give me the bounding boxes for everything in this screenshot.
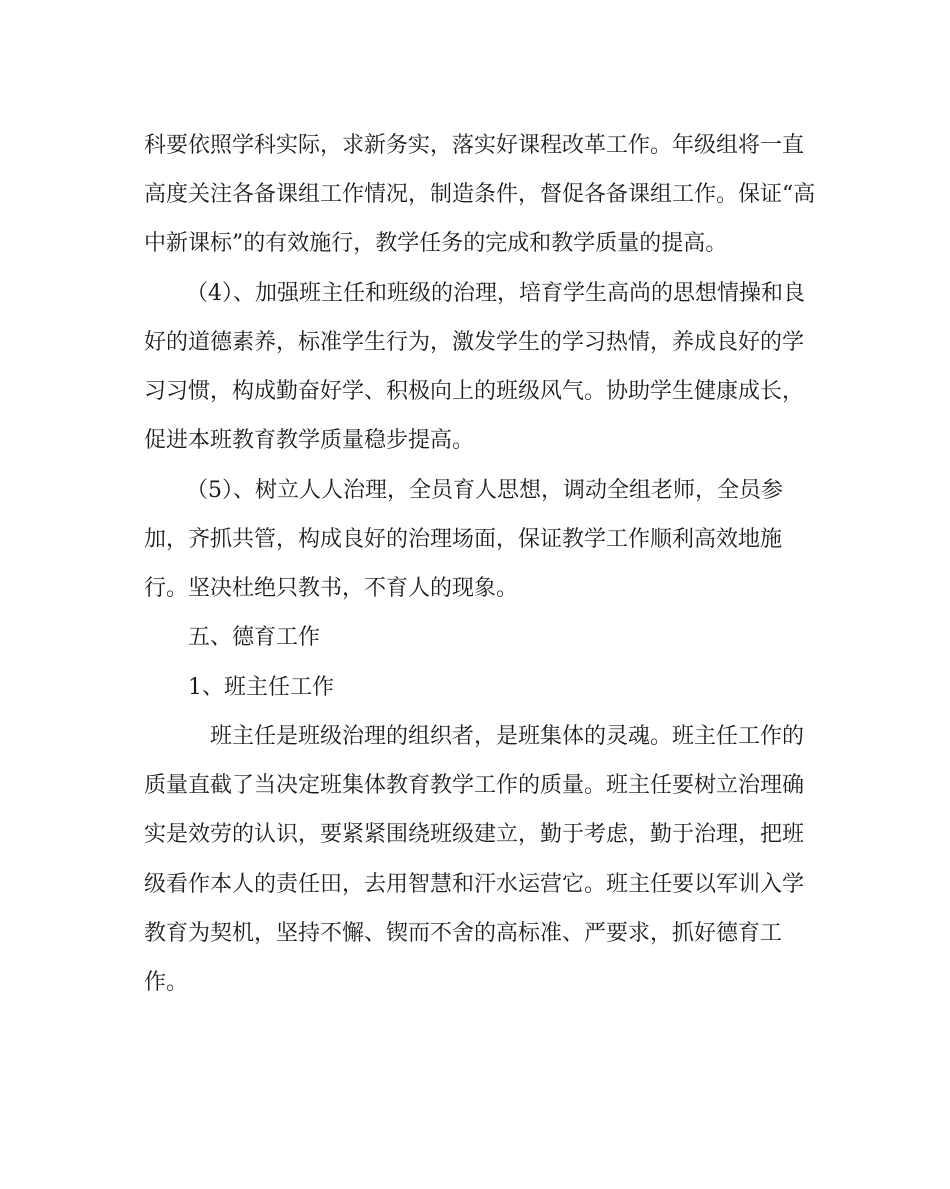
section-heading: 五、德育工作 (188, 625, 321, 650)
paragraph-line: 教育为契机，坚持不懈、锲而不舍的高标准、严要求，抓好德育工 (144, 921, 783, 946)
paragraph-line: 级看作本人的责任田，去用智慧和汗水运营它。班主任要以军训入学 (144, 872, 805, 897)
paragraph-line: 实是效劳的认识，要紧紧围绕班级建立，勤于考虑，勤于治理，把班 (144, 822, 805, 847)
paragraph-line: （5）、树立人人治理，全员育人思想，调动全组老师，全员参 (186, 478, 783, 503)
paragraph-line: 作。 (144, 970, 189, 995)
paragraph-line: 行。坚决杜绝只教书，不育人的现象。 (144, 576, 519, 601)
paragraph-line: 科要依照学科实际，求新务实，落实好课程改革工作。年级组将一直 (144, 133, 805, 158)
paragraph-line: 班主任是班级治理的组织者，是班集体的灵魂。班主任工作的 (210, 724, 805, 749)
paragraph-line: 加，齐抓共管，构成良好的治理场面，保证教学工作顺利高效地施 (144, 527, 783, 552)
paragraph-line: 促进本班教育教学质量稳步提高。 (144, 428, 475, 453)
paragraph-line: 中新课标”的有效施行，教学任务的完成和教学质量的提高。 (144, 231, 728, 256)
paragraph-line: 习习惯，构成勤奋好学、积极向上的班级风气。协助学生健康成长， (144, 379, 805, 404)
paragraph-line: 高度关注各备课组工作情况，制造条件，督促各备课组工作。保证“高 (144, 182, 816, 207)
paragraph-line: 质量直截了当决定班集体教育教学工作的质量。班主任要树立治理确 (144, 773, 805, 798)
subsection-heading: 1、班主任工作 (188, 675, 334, 700)
paragraph-line: （4）、加强班主任和班级的治理，培育学生高尚的思想情操和良 (186, 281, 805, 306)
paragraph-line: 好的道德素养，标准学生行为，激发学生的学习热情，养成良好的学 (144, 330, 805, 355)
